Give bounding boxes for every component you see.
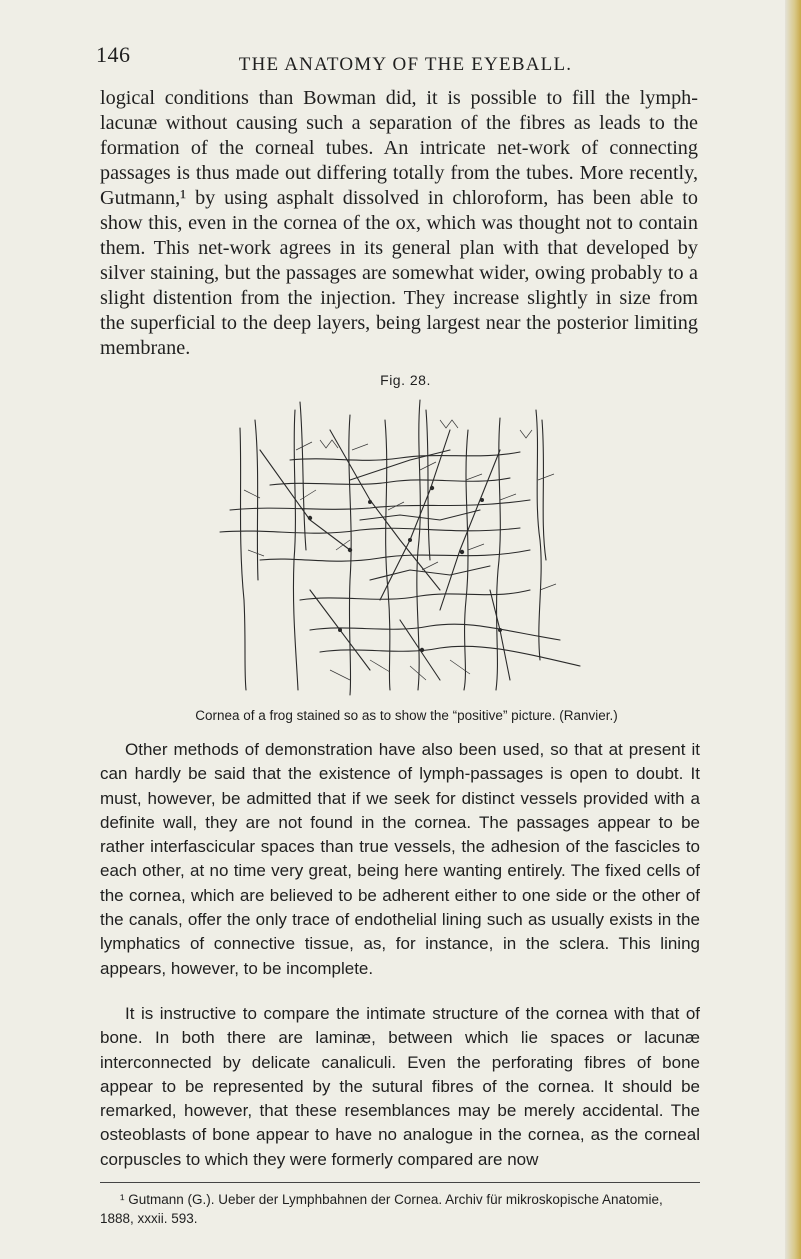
cornea-illustration: [200, 390, 620, 698]
paragraph-continued: logical conditions than Bowman did, it is possible to fill the lymph-lacunæ without causing such a separation of the fibres as leads to the formation of the corneal tubes. An intricate net-work of connecting passages is thus made out differing totally from the tubes. More recently, Gutmann,¹ by using asphalt dissolved in chloroform, has been able to show this, even in the cornea of the ox, which was thought not to contain them. This net-work agrees in its general plan with that developed by silver staining, but the passages are somewhat wider, owing probably to a slight distention from the injection. They increase slightly in size from the superficial to the deep layers, being largest near the posterior limiting membrane.: [100, 87, 698, 359]
running-head: THE ANATOMY OF THE EYEBALL.: [238, 54, 573, 75]
paragraph-bone-comparison: It is instructive to compare the intimate structure of the cornea with that of bone. In both there are laminæ, between which lie spaces or lacunæ interconnected by delicate canaliculi. Even the perforating fibres of bone appear to be represented by the sutural fibres of the cornea. It should be remarked, however, that these resemblances may be merely accidental. The osteoblasts of bone appear to have no analogue in the cornea, as the corneal corpuscles to which they were formerly compared are now: [100, 1004, 700, 1169]
footnote: ¹ Gutmann (G.). Ueber der Lymphbahnen der Cornea. Archiv für mikroskopische Anatomie, 1888, xxxii. 593.: [100, 1192, 663, 1226]
page-edge: [785, 0, 801, 1259]
figure-label: Fig. 28.: [380, 372, 431, 388]
paragraph-lymph-passages: Other methods of demonstration have also been used, so that at present it can hardly be said that the existence of lymph-passages is open to doubt. It must, however, be admitted that if we seek for distinct vessels provided with a definite wall, they are not found in the cornea. The passages appear to be rather interfascicular spaces than true vessels, the adhesion of the fascicles to each other, at no time very great, being here wanting entirely. The fixed cells of the cornea, which are believed to be adherent either to one side or the other of the canals, offer the only trace of endothelial lining such as usually exists in the lymphatics of connective tissue, as, for instance, in the sclera. This lining appears, however, to be incomplete.: [100, 740, 700, 978]
page-number: 146: [96, 42, 131, 67]
figure-caption: Cornea of a frog stained so as to show the “positive” picture. (Ranvier.): [195, 708, 618, 723]
footnote-divider: [100, 1182, 700, 1183]
